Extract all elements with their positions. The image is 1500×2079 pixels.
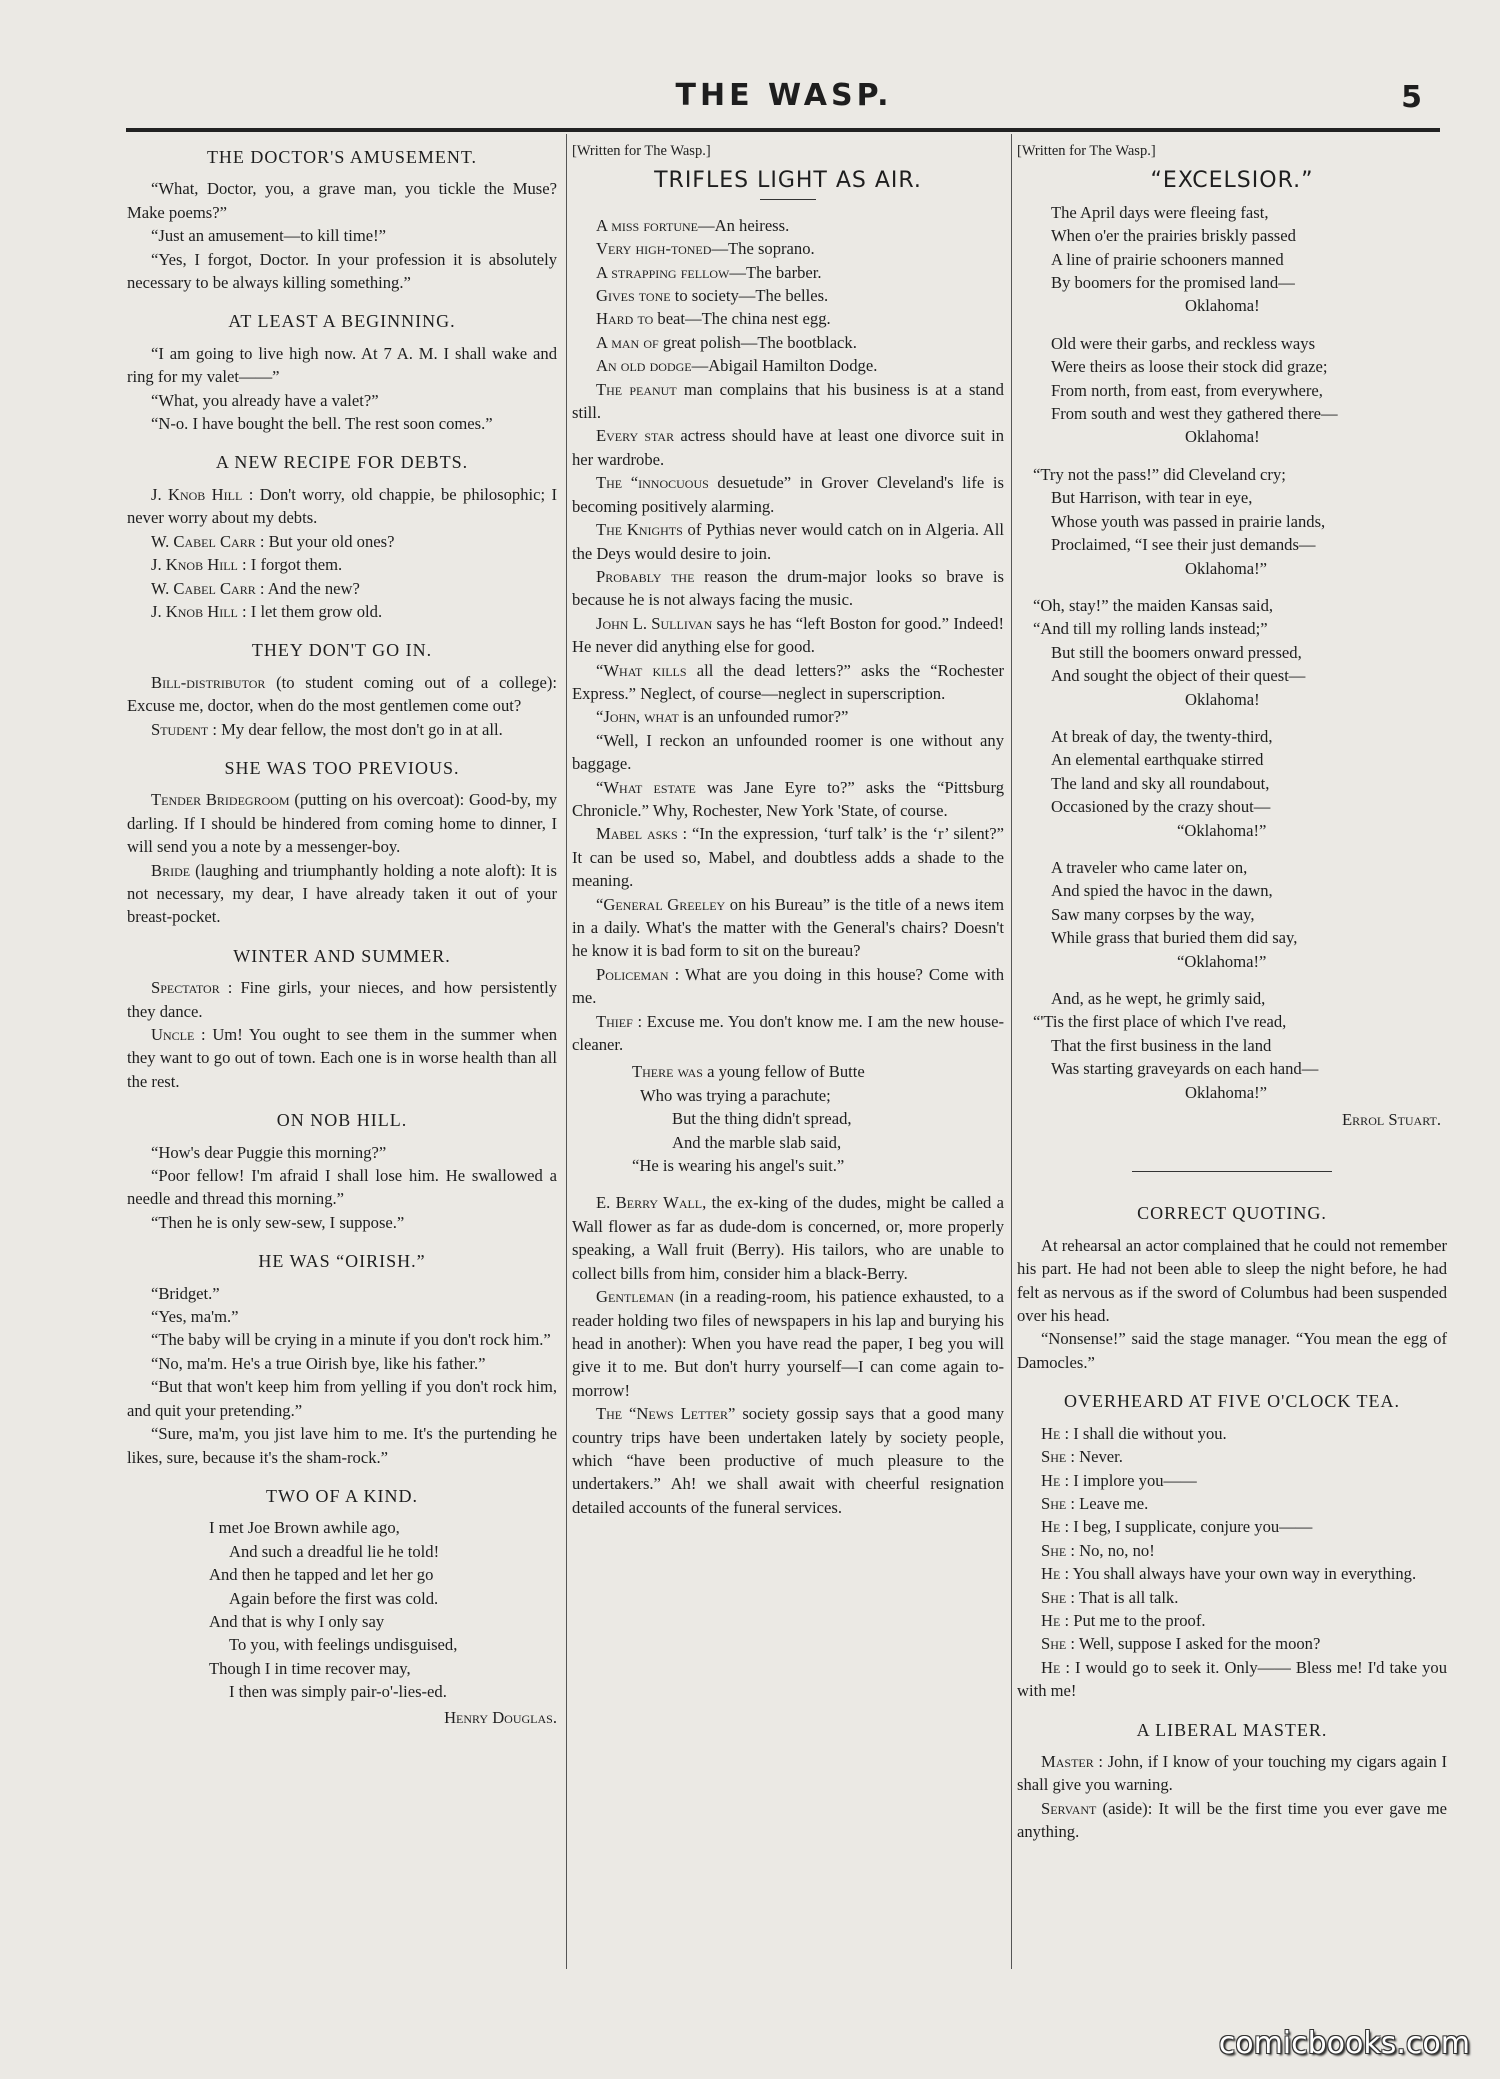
article-title: A NEW RECIPE FOR DEBTS. xyxy=(215,452,469,473)
column-divider xyxy=(1011,134,1012,1969)
article-title: AT LEAST A BEGINNING. xyxy=(228,311,456,332)
stanza xyxy=(1017,332,1447,449)
poem-line: And, as he wept, he grimly said, xyxy=(1051,989,1266,1008)
poem-line: Oklahoma! xyxy=(1185,296,1260,316)
lead-in: “General Greeley xyxy=(596,894,726,914)
column-3 xyxy=(1017,140,1447,1844)
liberal-master-article xyxy=(1017,1719,1447,1844)
poem-line: But still the boomers onward pressed, xyxy=(1051,642,1302,662)
paragraph: Gives tone to society—The belles. xyxy=(596,286,829,306)
speaker: W. Cabel Carr : xyxy=(151,531,265,551)
speaker: Bill-distributor xyxy=(151,672,266,692)
speaker: She : xyxy=(1041,1634,1075,1654)
paragraph: “What estate was Jane Eyre to?” asks the “Pittsburg Chronicle.” Why, Rochester, New York 'State, of course. xyxy=(572,777,1004,820)
poem-line: Oklahoma!” xyxy=(1185,1082,1268,1102)
poem-line: A traveler who came later on, xyxy=(1051,857,1248,877)
paragraph: “Poor fellow! I'm afraid I shall lose him. He swallowed a needle and thread this morning.” xyxy=(127,1166,557,1209)
paragraph: “Then he is only sew-sew, I suppose.” xyxy=(151,1212,405,1232)
lead-in: Hard to xyxy=(596,309,654,329)
stanza xyxy=(1017,987,1447,1104)
poem-line: When o'er the prairies briskly passed xyxy=(1051,226,1296,246)
paragraph: “What, you already have a valet?” xyxy=(151,390,379,410)
poem-line: “Try not the pass!” did Cleveland cry; xyxy=(1033,464,1286,484)
speaker: W. Cabel Carr : xyxy=(151,578,265,598)
article-title: A LIBERAL MASTER. xyxy=(1136,1719,1328,1740)
article-title: “EXCELSIOR.” xyxy=(1150,168,1314,194)
poem-line: Occasioned by the crazy shout— xyxy=(1051,797,1271,817)
paragraph: Very high-toned—The soprano. xyxy=(596,239,815,259)
lead-in: The “News Letter” xyxy=(596,1404,736,1424)
dialogue-line xyxy=(127,788,557,858)
dialogue-line: She : That is all talk. xyxy=(1041,1587,1179,1607)
page-header xyxy=(128,78,1440,124)
speaker: He : xyxy=(1041,1423,1070,1443)
speaker: Bride xyxy=(151,860,191,880)
oirish-article xyxy=(127,1250,557,1469)
watermark: comicbooks.com xyxy=(1218,2026,1470,2061)
dialogue-line: She : Well, suppose I asked for the moon? xyxy=(1041,1634,1321,1654)
lead-in: “What kills xyxy=(596,660,687,680)
poem-line: By boomers for the promised land— xyxy=(1051,273,1295,293)
dialogue-line xyxy=(127,530,557,553)
poem-line: A line of prairie schooners manned xyxy=(1051,249,1284,269)
lead-in: Gives tone xyxy=(596,286,671,306)
speech: I forgot them. xyxy=(246,555,343,575)
poem-line: The land and sky all roundabout, xyxy=(1051,773,1270,793)
poem-verse xyxy=(127,1516,557,1703)
article-title: SHE WAS TOO PREVIOUS. xyxy=(224,757,460,778)
dialogue-line xyxy=(127,553,557,576)
speaker: He : xyxy=(1041,1610,1070,1630)
lead-in: E. Berry Wall, xyxy=(596,1193,707,1213)
poem-line: And such a dreadful lie he told! xyxy=(229,1541,440,1561)
poem-line: From south and west they gathered there— xyxy=(1051,404,1338,424)
speaker: She : xyxy=(1041,1447,1075,1467)
paragraph: An old dodge—Abigail Hamilton Dodge. xyxy=(596,356,878,376)
poem-line: Were theirs as loose their stock did graze; xyxy=(1051,357,1328,377)
speech: Um! You ought to see them in the summer when they want to go out of town. Each one is in worse health than all the rest. xyxy=(127,1025,557,1091)
poem-line: Whose youth was passed in prairie lands, xyxy=(1051,511,1326,531)
dialogue-line: He : I shall die without you. xyxy=(1041,1423,1227,1443)
speaker: Policeman : xyxy=(596,964,680,984)
dialogue-line: Policeman : What are you doing in this house? Come with me. xyxy=(572,964,1004,1008)
dialogue-line: He : I implore you—— xyxy=(1041,1470,1197,1490)
paragraph: “What, Doctor, you, a grave man, you tickle the Muse? Make poems?” xyxy=(127,179,557,222)
paragraph: The “News Letter” society gossip says that a good many country trips have been undertaken lately by society people, which “have been productive of much pleasure to the undertakers.” Ah! we shall await with cheerful resignation detailed accounts of the funeral services. xyxy=(572,1404,1004,1517)
lead-in: The Knights xyxy=(596,520,683,540)
lead-in: John L. Sullivan xyxy=(596,613,713,633)
paragraph: “But that won't keep him from yelling if you don't rock him, and quit your pretending.” xyxy=(127,1377,557,1420)
paragraph: “Yes, ma'm.” xyxy=(151,1307,239,1327)
poem-line: Though I in time recover may, xyxy=(209,1658,411,1678)
poem-line: And that is why I only say xyxy=(209,1611,385,1631)
poem-line: But the thing didn't spread, xyxy=(672,1109,852,1129)
article-title: WINTER AND SUMMER. xyxy=(233,945,451,966)
lead-in: The peanut xyxy=(596,379,677,399)
speech: My dear fellow, the most don't go in at all. xyxy=(216,719,503,739)
poem-line: I then was simply pair-o'-lies-ed. xyxy=(229,1682,447,1702)
article-title: TWO OF A KIND. xyxy=(266,1485,418,1506)
lead-in: A strapping fellow xyxy=(596,262,730,282)
article-title: ON NOB HILL. xyxy=(276,1110,408,1131)
speaker: She : xyxy=(1041,1587,1075,1607)
speaker: Tender Bridegroom xyxy=(151,790,290,810)
author-signature: Henry Douglas. xyxy=(444,1707,557,1727)
lead-in: Very high-toned xyxy=(596,239,712,259)
dialogue-line: He : I beg, I supplicate, conjure you—— xyxy=(1041,1517,1313,1537)
speaker: She : xyxy=(1041,1493,1075,1513)
paragraph: “Bridget.” xyxy=(151,1283,220,1303)
dialogue-line: She : Never. xyxy=(1041,1447,1123,1467)
poem-line: That the first business in the land xyxy=(1051,1035,1272,1055)
lead-in: Mabel asks : xyxy=(596,824,688,844)
lead-in: The “innocuous xyxy=(596,473,709,493)
nob-hill-article xyxy=(127,1109,557,1234)
divider xyxy=(1132,1171,1332,1172)
column-2 xyxy=(572,140,1004,1519)
speaker: J. Knob Hill : xyxy=(151,484,254,504)
poem-line: Again before the first was cold. xyxy=(229,1588,439,1608)
article-title: CORRECT QUOTING. xyxy=(1137,1203,1327,1224)
poem-line: “'Tis the first place of which I've read, xyxy=(1033,1012,1287,1032)
paragraph: A miss fortune—An heiress. xyxy=(596,215,790,235)
speech: Fine girls, your nieces, and how persistently they dance. xyxy=(127,978,557,1021)
correct-quoting-article xyxy=(1017,1202,1447,1374)
paragraph: “General Greeley on his Bureau” is the title of a news item in a daily. What's the matter with the General's chairs? Doesn't he know it is bad form to sit on the bureau? xyxy=(572,894,1004,961)
paragraph: E. Berry Wall, the ex-king of the dudes, might be called a Wall flower as far as dude-dom is concerned, or, more properly speaking, a Wall fruit (Berry). His tailors, who are unable to collect bills from him, consider him a black-Berry. xyxy=(572,1193,1004,1283)
speech: And the new? xyxy=(264,578,360,598)
stanza xyxy=(1017,463,1447,580)
paragraph: “Well, I reckon an unfounded roomer is one without any baggage. xyxy=(572,730,1004,774)
paragraph: A strapping fellow—The barber. xyxy=(596,262,822,282)
poem-line: Was starting graveyards on each hand— xyxy=(1051,1059,1319,1079)
paragraph: “I am going to live high now. At 7 A. M. I shall wake and ring for my valet——” xyxy=(127,343,557,387)
article-title: THEY DON'T GO IN. xyxy=(251,640,433,661)
speaker: Spectator : xyxy=(151,978,233,998)
speaker: He : xyxy=(1041,1517,1070,1537)
speech: (laughing and triumphantly holding a note aloft): It is not necessary, my dear, I have already taken it out of your breast-pocket. xyxy=(127,860,557,927)
dialogue-line xyxy=(127,859,557,929)
new-recipe-article xyxy=(127,451,557,623)
poem-line: Old were their garbs, and reckless ways xyxy=(1051,333,1316,353)
paragraph: Probably the reason the drum-major looks so brave is because he is not always facing the music. xyxy=(572,566,1005,610)
speaker: Uncle : xyxy=(151,1025,206,1044)
lead-in: “John, what xyxy=(596,707,679,727)
speech: I let them grow old. xyxy=(246,601,383,621)
poem-line: Who was trying a parachute; xyxy=(640,1085,831,1105)
poem-line: “Oklahoma!” xyxy=(1177,951,1267,971)
poem-line: While grass that buried them did say, xyxy=(1051,928,1298,948)
paragraph: The “innocuous desuetude” in Grover Cleveland's life is becoming positively alarming. xyxy=(572,473,1004,516)
overheard-tea-article xyxy=(1017,1390,1447,1702)
dialogue-line xyxy=(127,976,557,1023)
dialogue-line xyxy=(127,671,557,718)
poem-line: Oklahoma! xyxy=(1185,689,1260,709)
stanza xyxy=(1017,594,1447,711)
poem-line: Oklahoma!” xyxy=(1185,558,1268,578)
dialogue-line xyxy=(127,718,557,741)
column-1 xyxy=(127,140,557,1729)
poem-line: “And till my rolling lands instead;” xyxy=(1033,619,1268,639)
paragraph: “Yes, I forgot, Doctor. In your profession it is absolutely necessary to be always killing something.” xyxy=(127,249,557,293)
paragraph: “Nonsense!” said the stage manager. “You mean the egg of Damocles.” xyxy=(1017,1329,1447,1372)
paragraph: Every star actress should have at least one divorce suit in her wardrobe. xyxy=(572,426,1004,469)
speaker: He : xyxy=(1041,1657,1070,1677)
paragraph: The Knights of Pythias never would catch on in Algeria. All the Deys would desire to join. xyxy=(572,520,1005,563)
poem-line: And sought the object of their quest— xyxy=(1051,666,1306,686)
dialogue-line: He : I would go to seek it. Only—— Bless me! I'd take you with me! xyxy=(1017,1657,1447,1701)
at-least-a-beginning-article xyxy=(127,310,557,435)
dialogue-line xyxy=(127,600,557,623)
poem-line: “Oklahoma!” xyxy=(1177,820,1267,840)
byline: [Written for The Wasp.] xyxy=(1017,143,1156,159)
poem-line: To you, with feelings undisguised, xyxy=(229,1635,458,1655)
paragraph: Hard to beat—The china nest egg. xyxy=(596,309,831,329)
author-signature: Errol Stuart. xyxy=(1342,1110,1441,1130)
lead-in: Every star xyxy=(596,426,675,446)
article-title: TRIFLES LIGHT AS AIR. xyxy=(654,168,922,194)
lead-in: An old dodge xyxy=(596,356,692,376)
paragraph: A man of great polish—The bootblack. xyxy=(596,332,857,352)
they-dont-go-in-article xyxy=(127,639,557,741)
speaker: Thief : xyxy=(596,1011,643,1031)
paragraph: “Sure, ma'm, you jist lave him to me. It's the purtending he likes, sure, because it's the sham-rock.” xyxy=(127,1424,557,1467)
speaker: J. Knob Hill : xyxy=(151,601,247,621)
paragraph: The peanut man complains that his business is at a stand still. xyxy=(572,379,1004,423)
lead-in: Probably the xyxy=(596,566,695,586)
paragraph: “No, ma'm. He's a true Oirish bye, like his father.” xyxy=(151,1353,486,1373)
poem-line: At break of day, the twenty-third, xyxy=(1051,726,1273,746)
speech: But your old ones? xyxy=(264,531,395,551)
dialogue-line: Thief : Excuse me. You don't know me. I am the new house-cleaner. xyxy=(572,1011,1005,1055)
speaker: Servant xyxy=(1041,1798,1097,1818)
excelsior-poem xyxy=(1017,201,1447,1104)
two-of-a-kind-poem xyxy=(127,1485,557,1729)
too-previous-article xyxy=(127,757,557,929)
speaker: She : xyxy=(1041,1540,1075,1560)
paragraph: “How's dear Puggie this morning?” xyxy=(151,1142,387,1162)
limerick xyxy=(572,1060,1004,1177)
speaker: He : xyxy=(1041,1564,1070,1584)
dialogue-line: He : You shall always have your own way in everything. xyxy=(1041,1564,1417,1584)
article-title: HE WAS “OIRISH.” xyxy=(258,1251,426,1272)
paragraph: “John, what is an unfounded rumor?” xyxy=(596,707,849,727)
dialogue-line: He : Put me to the proof. xyxy=(1041,1610,1206,1630)
article-title: THE DOCTOR'S AMUSEMENT. xyxy=(206,147,478,167)
doctors-amusement-article xyxy=(127,146,557,294)
poem-line: And then he tapped and let her go xyxy=(209,1565,434,1585)
dialogue-line: She : Leave me. xyxy=(1041,1493,1149,1513)
winter-summer-article xyxy=(127,945,557,1093)
poem-line: Proclaimed, “I see their just demands— xyxy=(1051,535,1316,555)
poem-line: I met Joe Brown awhile ago, xyxy=(209,1518,400,1538)
dialogue-line: Master : John, if I know of your touching my cigars again I shall give you warning. xyxy=(1017,1751,1447,1795)
poem-line: And spied the havoc in the dawn, xyxy=(1051,881,1273,901)
speaker: He : xyxy=(1041,1470,1070,1490)
poem-line: And the marble slab said, xyxy=(672,1132,842,1152)
poem-line: The April days were fleeing fast, xyxy=(1051,202,1269,222)
poem-line: “He is wearing his angel's suit.” xyxy=(632,1156,845,1176)
paragraph: John L. Sullivan says he has “left Boston for good.” Indeed! He never did anything else for good. xyxy=(572,613,1004,657)
lead-in: “What estate xyxy=(596,777,696,797)
paragraph: At rehearsal an actor complained that he could not remember his part. He had not been able to sleep the night before, he had felt as nervous as if the sword of Columbus had been suspended over his head. xyxy=(1017,1235,1447,1326)
paragraph: “The baby will be crying in a minute if you don't rock him.” xyxy=(151,1330,551,1350)
lead-in: Gentleman xyxy=(596,1287,674,1307)
paragraph: Gentleman (in a reading-room, his patience exhausted, to a reader holding two files of newspapers in his lap and burying his head in another): When you have read the paper, I beg you will give it to me. But don't hurry yourself—I can come again to-morrow! xyxy=(572,1287,1004,1400)
stanza xyxy=(1017,725,1447,842)
poem-line: Oklahoma! xyxy=(1185,427,1260,447)
poem-line: There was a young fellow of Butte xyxy=(632,1062,865,1082)
masthead: THE WASP. xyxy=(675,78,893,113)
top-rule xyxy=(126,128,1440,132)
speech: (putting on his overcoat): Good-by, my darling. If I should be hindered from coming home to dinner, I will send you a note by a messenger-boy. xyxy=(127,790,557,857)
poem-line: An elemental earthquake stirred xyxy=(1051,750,1264,770)
divider xyxy=(760,199,816,200)
dialogue-line: Servant (aside): It will be the first time you ever gave me anything. xyxy=(1017,1798,1447,1842)
speech: Don't worry, old chappie, be philosophic; I never worry about my debts. xyxy=(127,484,557,528)
paragraph: “N-o. I have bought the bell. The rest soon comes.” xyxy=(151,414,493,434)
stanza xyxy=(1017,856,1447,973)
speaker: Student : xyxy=(151,719,217,739)
speaker: Master : xyxy=(1041,1751,1104,1771)
stanza xyxy=(1017,201,1447,318)
dialogue-line xyxy=(127,1023,557,1093)
paragraph: “What kills all the dead letters?” asks the “Rochester Express.” Neglect, of course—neglect in superscription. xyxy=(572,660,1004,703)
byline: [Written for The Wasp.] xyxy=(572,143,711,159)
dialogue-line: She : No, no, no! xyxy=(1041,1540,1155,1560)
lead-in: A miss fortune xyxy=(596,215,698,235)
paragraph: “Just an amusement—to kill time!” xyxy=(151,226,387,246)
lead-in: A man of xyxy=(596,332,659,352)
poem-line: Saw many corpses by the way, xyxy=(1051,904,1255,924)
dialogue-line xyxy=(127,577,557,600)
poem-line: “Oh, stay!” the maiden Kansas said, xyxy=(1033,595,1274,615)
page-number: 5 xyxy=(1401,80,1422,115)
poem-line: From north, from east, from everywhere, xyxy=(1051,380,1323,400)
paragraph: Mabel asks : “In the expression, ‘turf talk’ is the ‘r’ silent?” It can be used so, Mabel, and doubtless adds a shade to the meaning. xyxy=(572,824,1005,891)
speech: (to student coming out of a college): Excuse me, doctor, when do the most gentlemen come out? xyxy=(127,672,557,716)
dialogue-line xyxy=(127,483,557,530)
poem-line: But Harrison, with tear in eye, xyxy=(1051,488,1253,508)
article-title: OVERHEARD AT FIVE O'CLOCK TEA. xyxy=(1063,1391,1401,1412)
speaker: J. Knob Hill : xyxy=(151,555,247,575)
column-divider xyxy=(566,134,567,1969)
